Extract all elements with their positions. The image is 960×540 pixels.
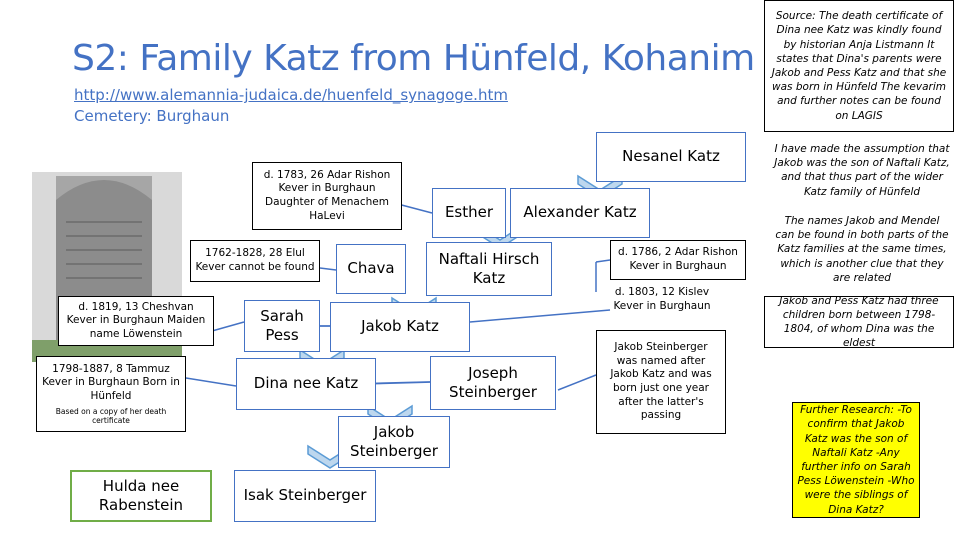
person-jakob-katz	[330, 302, 470, 352]
dina-dates-note	[36, 356, 186, 432]
jakob-named-note-text: Jakob Steinberger was named after Jakob Katz and was born just one year after the latter's passing	[610, 341, 712, 422]
person-isak-steinberger	[234, 470, 376, 522]
names-note	[770, 214, 954, 285]
chava-dates-note-text: 1762-1828, 28 Elul Kever cannot be found	[195, 247, 315, 273]
cemetery-label: Cemetery: Burghaun	[74, 107, 230, 125]
children-note-text: Jakob and Pess Katz had three children born between 1798-1804, of whom Dina was the eldest	[779, 294, 939, 350]
names-note-text: The names Jakob and Mendel can be found in both parts of the Katz families at the same times, which is another clue that they are related	[775, 215, 949, 284]
esther-death-note	[252, 162, 402, 230]
person-isak-name: Isak Steinberger	[243, 486, 367, 505]
person-jakob-steinberger	[338, 416, 450, 468]
source-link[interactable]: http://www.alemannia-judaica.de/huenfeld_synagoge.htm	[74, 86, 508, 104]
person-naftali-katz	[426, 242, 552, 296]
person-naftali-name: Naftali Hirsch Katz	[438, 249, 540, 287]
dina-source-note-text: Based on a copy of her death certificate	[55, 407, 167, 426]
sarah-death-note	[58, 296, 214, 346]
alexander-death-note	[610, 240, 746, 280]
person-hulda-name: Hulda nee Rabenstein	[98, 476, 184, 514]
sarah-death-note-text: d. 1819, 13 Cheshvan Kever in Burghaun Maiden name Löwenstein	[66, 300, 206, 340]
source-note-text: Source: The death certificate of Dina nee Katz was kindly found by historian Anja Listmann It states that Dina's parents were Jakob and Pess Katz and that she was born in Hünfeld The kevarim and further notes can be found on LAGIS	[771, 10, 947, 122]
assumption-note-text: I have made the assumption that Jakob was the son of Naftali Katz, and that thus part of the wider Katz family of Hünfeld	[774, 143, 950, 198]
person-chava	[336, 244, 406, 294]
esther-death-note-text: d. 1783, 26 Adar Rishon Kever in Burghaun Daughter of Menachem HaLevi	[263, 168, 391, 222]
research-note	[792, 402, 920, 518]
person-jakob-name: Jakob Katz	[361, 317, 439, 336]
research-note-text: Further Research: -To confirm that Jakob Katz was the son of Naftali Katz -Any further info on Sarah Pess Löwenstein -Who were the siblings of Dina Katz?	[797, 404, 915, 516]
naftali-death-note	[600, 284, 724, 315]
person-jakob-steinberger-name: Jakob Steinberger	[350, 422, 438, 460]
dina-dates-note-text: 1798-1887, 8 Tammuz Kever in Burghaun Born in Hünfeld	[42, 362, 180, 402]
person-joseph-name: Joseph Steinberger	[449, 363, 537, 401]
assumption-note	[770, 142, 954, 199]
person-alexander-name: Alexander Katz	[523, 203, 637, 222]
children-note	[764, 296, 954, 348]
alexander-death-note-text: d. 1786, 2 Adar Rishon Kever in Burghaun	[618, 246, 738, 272]
page-title: S2: Family Katz from Hünfeld, Kohanim	[72, 38, 755, 79]
person-alexander-katz	[510, 188, 650, 238]
naftali-death-note-text: d. 1803, 12 Kislev Kever in Burghaun	[613, 286, 711, 312]
person-nesanel-name: Nesanel Katz	[622, 147, 720, 166]
person-chava-name: Chava	[347, 259, 395, 278]
person-dina-katz	[236, 358, 376, 410]
person-nesanel-katz	[596, 132, 746, 182]
person-hulda-rabenstein	[70, 470, 212, 522]
jakob-named-note	[596, 330, 726, 434]
person-esther	[432, 188, 506, 238]
person-dina-name: Dina nee Katz	[253, 374, 359, 393]
source-note	[764, 0, 954, 132]
person-esther-name: Esther	[444, 203, 494, 222]
person-sarah-name: Sarah Pess	[260, 306, 304, 344]
person-sarah-pess	[244, 300, 320, 352]
person-joseph-steinberger	[430, 356, 556, 410]
chava-dates-note	[190, 240, 320, 282]
